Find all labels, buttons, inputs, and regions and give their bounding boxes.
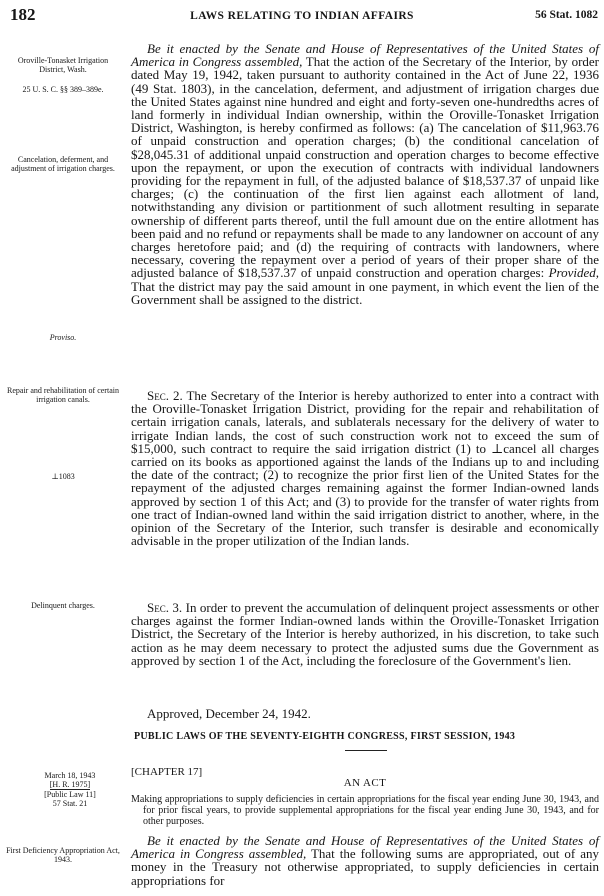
margin-note-usc: 25 U. S. C. §§ 389–389e.	[22, 85, 104, 94]
section-3-label: Sec. 3.	[147, 600, 183, 615]
margin-note-page-marker: ⊥1083	[51, 472, 75, 481]
section-1-text-b: That the district may pay the said amount in one payment, in which event the lien of the Government shall be assigned to the district.	[131, 278, 599, 307]
act-purpose	[131, 794, 599, 827]
margin-note-proviso: Proviso.	[49, 333, 77, 342]
enacting-clause: Be it enacted by the Senate and House of Representatives of the United States of America in Congress assembled,	[131, 41, 599, 70]
final-enacting-clause: Be it enacted by the Senate and House of Representatives of the United States of America in Congress assembled,	[131, 833, 599, 862]
final-enacting-section	[131, 834, 599, 887]
source-date: March 18, 1943	[44, 771, 96, 780]
final-enacting-text: That the following sums are appropriated, out of any money in the Treasury not otherwise appropriated, to supply deficiencies in certain appropriations for	[131, 846, 599, 888]
margin-note-first-deficiency: First Deficiency Appropriation Act, 1943.	[6, 846, 120, 864]
source-bill: [H. R. 1975]	[49, 780, 91, 789]
an-act-title: AN ACT	[343, 777, 387, 789]
section-1	[131, 42, 599, 306]
source-public-law: [Public Law 11]	[44, 790, 96, 799]
margin-note-repair: Repair and rehabilitation of certain irrigation canals.	[7, 386, 119, 404]
section-1-text-a: That the action of the Secretary of the Interior, by order dated May 19, 1942, taken pursuant to authority contained in the Act of June 22, 1936 (49 Stat. 1803), in the cancelation, deferment, and adjustment of irrigation charges due the United States against nine hundred and eight and forty-seven one-hundredths acres of land formerly in individual Indian ownership, within the Oroville-Tonasket Irrigation District, Washington, is hereby confirmed as follows: (a) The cancelation of $11,963.76 of unpaid construction and operation charges; (b) the conditional cancelation of $28,045.31 of additional unpaid construction and operation charges to become effective upon the repayment, or upon the execution of contracts with individual landowners providing for the repayment in full, of the adjusted balance of $18,537.37 of unpaid like charges; (c) the continuation of the first lien against each allotment of land, notwithstanding any division or partitionment of such allotment resulting in separate ownership of different parts thereof, until the full amount due on the entire allotment has been paid and no refund or repayments shall be made to any landowner on account of any charges heretofore paid; and (d) the requiring of contracts with landowners, where necessary, covering the repayment over a period of years of their proper share of the adjusted balance of $18,537.37 of unpaid construction and operation charges:	[131, 54, 599, 281]
running-head: LAWS RELATING TO INDIAN AFFAIRS	[190, 10, 414, 22]
provided-word: Provided,	[548, 265, 599, 281]
margin-note-oroville: Oroville-Tonasket Irrigation District, Wash.	[17, 56, 109, 74]
act-purpose-text: Making appropriations to supply deficiencies in certain appropriations for the fiscal year ending June 30, 1943, and for prior fiscal years, to provide supplemental appropriations for the fiscal year ending June 30, 1943, and for other purposes.	[131, 794, 599, 827]
source-block	[10, 771, 130, 808]
section-2	[131, 389, 599, 547]
section-3	[131, 601, 599, 667]
section-2-label: Sec. 2.	[147, 388, 183, 403]
section-heading: PUBLIC LAWS OF THE SEVENTY-EIGHTH CONGRESS, FIRST SESSION, 1943	[134, 731, 516, 742]
approved-line: Approved, December 24, 1942.	[147, 706, 311, 721]
section-2-text: The Secretary of the Interior is hereby authorized to enter into a contract with the Oroville-Tonasket Irrigation District, providing for the repair and rehabilitation of certain irrigation canals, laterals, and sublaterals necessary for the delivery of water to irrigate Indian lands, the cost of such construction work not to exceed the sum of $15,000, such contract to require the said irrigation district (1) to ⊥cancel all charges carried on its books as apportioned against the lands of the Indians up to and including the date of the contract; (2) to recognize the prior first lien of the United States for the repayment of the adjusted charges remaining against the former Indian-owned lands approved by section 1 of this Act; and (3) to provide for the transfer of water rights from one tract of Indian-owned land within the said irrigation district to another, where, in the opinion of the Secretary of the Interior, such transfer is desirable and economically advisable in the proper utilization of the Indian lands.	[131, 388, 599, 549]
section-3-text: In order to prevent the accumulation of delinquent project assessments or other charges against the former Indian-owned lands within the Oroville-Tonasket Irrigation District, the Secretary of the Interior is hereby authorized, in his discretion, to take such action as he may deem necessary to protect the adjusted sums due the Government as approved by section 1 of the Act, including the foreclosure of the Government's lien.	[131, 600, 599, 668]
source-stat: 57 Stat. 21	[52, 799, 88, 808]
margin-note-cancelation: Cancelation, deferment, and adjustment of irrigation charges.	[11, 155, 115, 173]
margin-note-delinquent: Delinquent charges.	[31, 601, 95, 610]
chapter-label: [CHAPTER 17]	[131, 766, 203, 778]
stat-reference: 56 Stat. 1082	[535, 9, 598, 21]
divider-rule	[345, 750, 387, 751]
page-number: 182	[10, 5, 36, 24]
